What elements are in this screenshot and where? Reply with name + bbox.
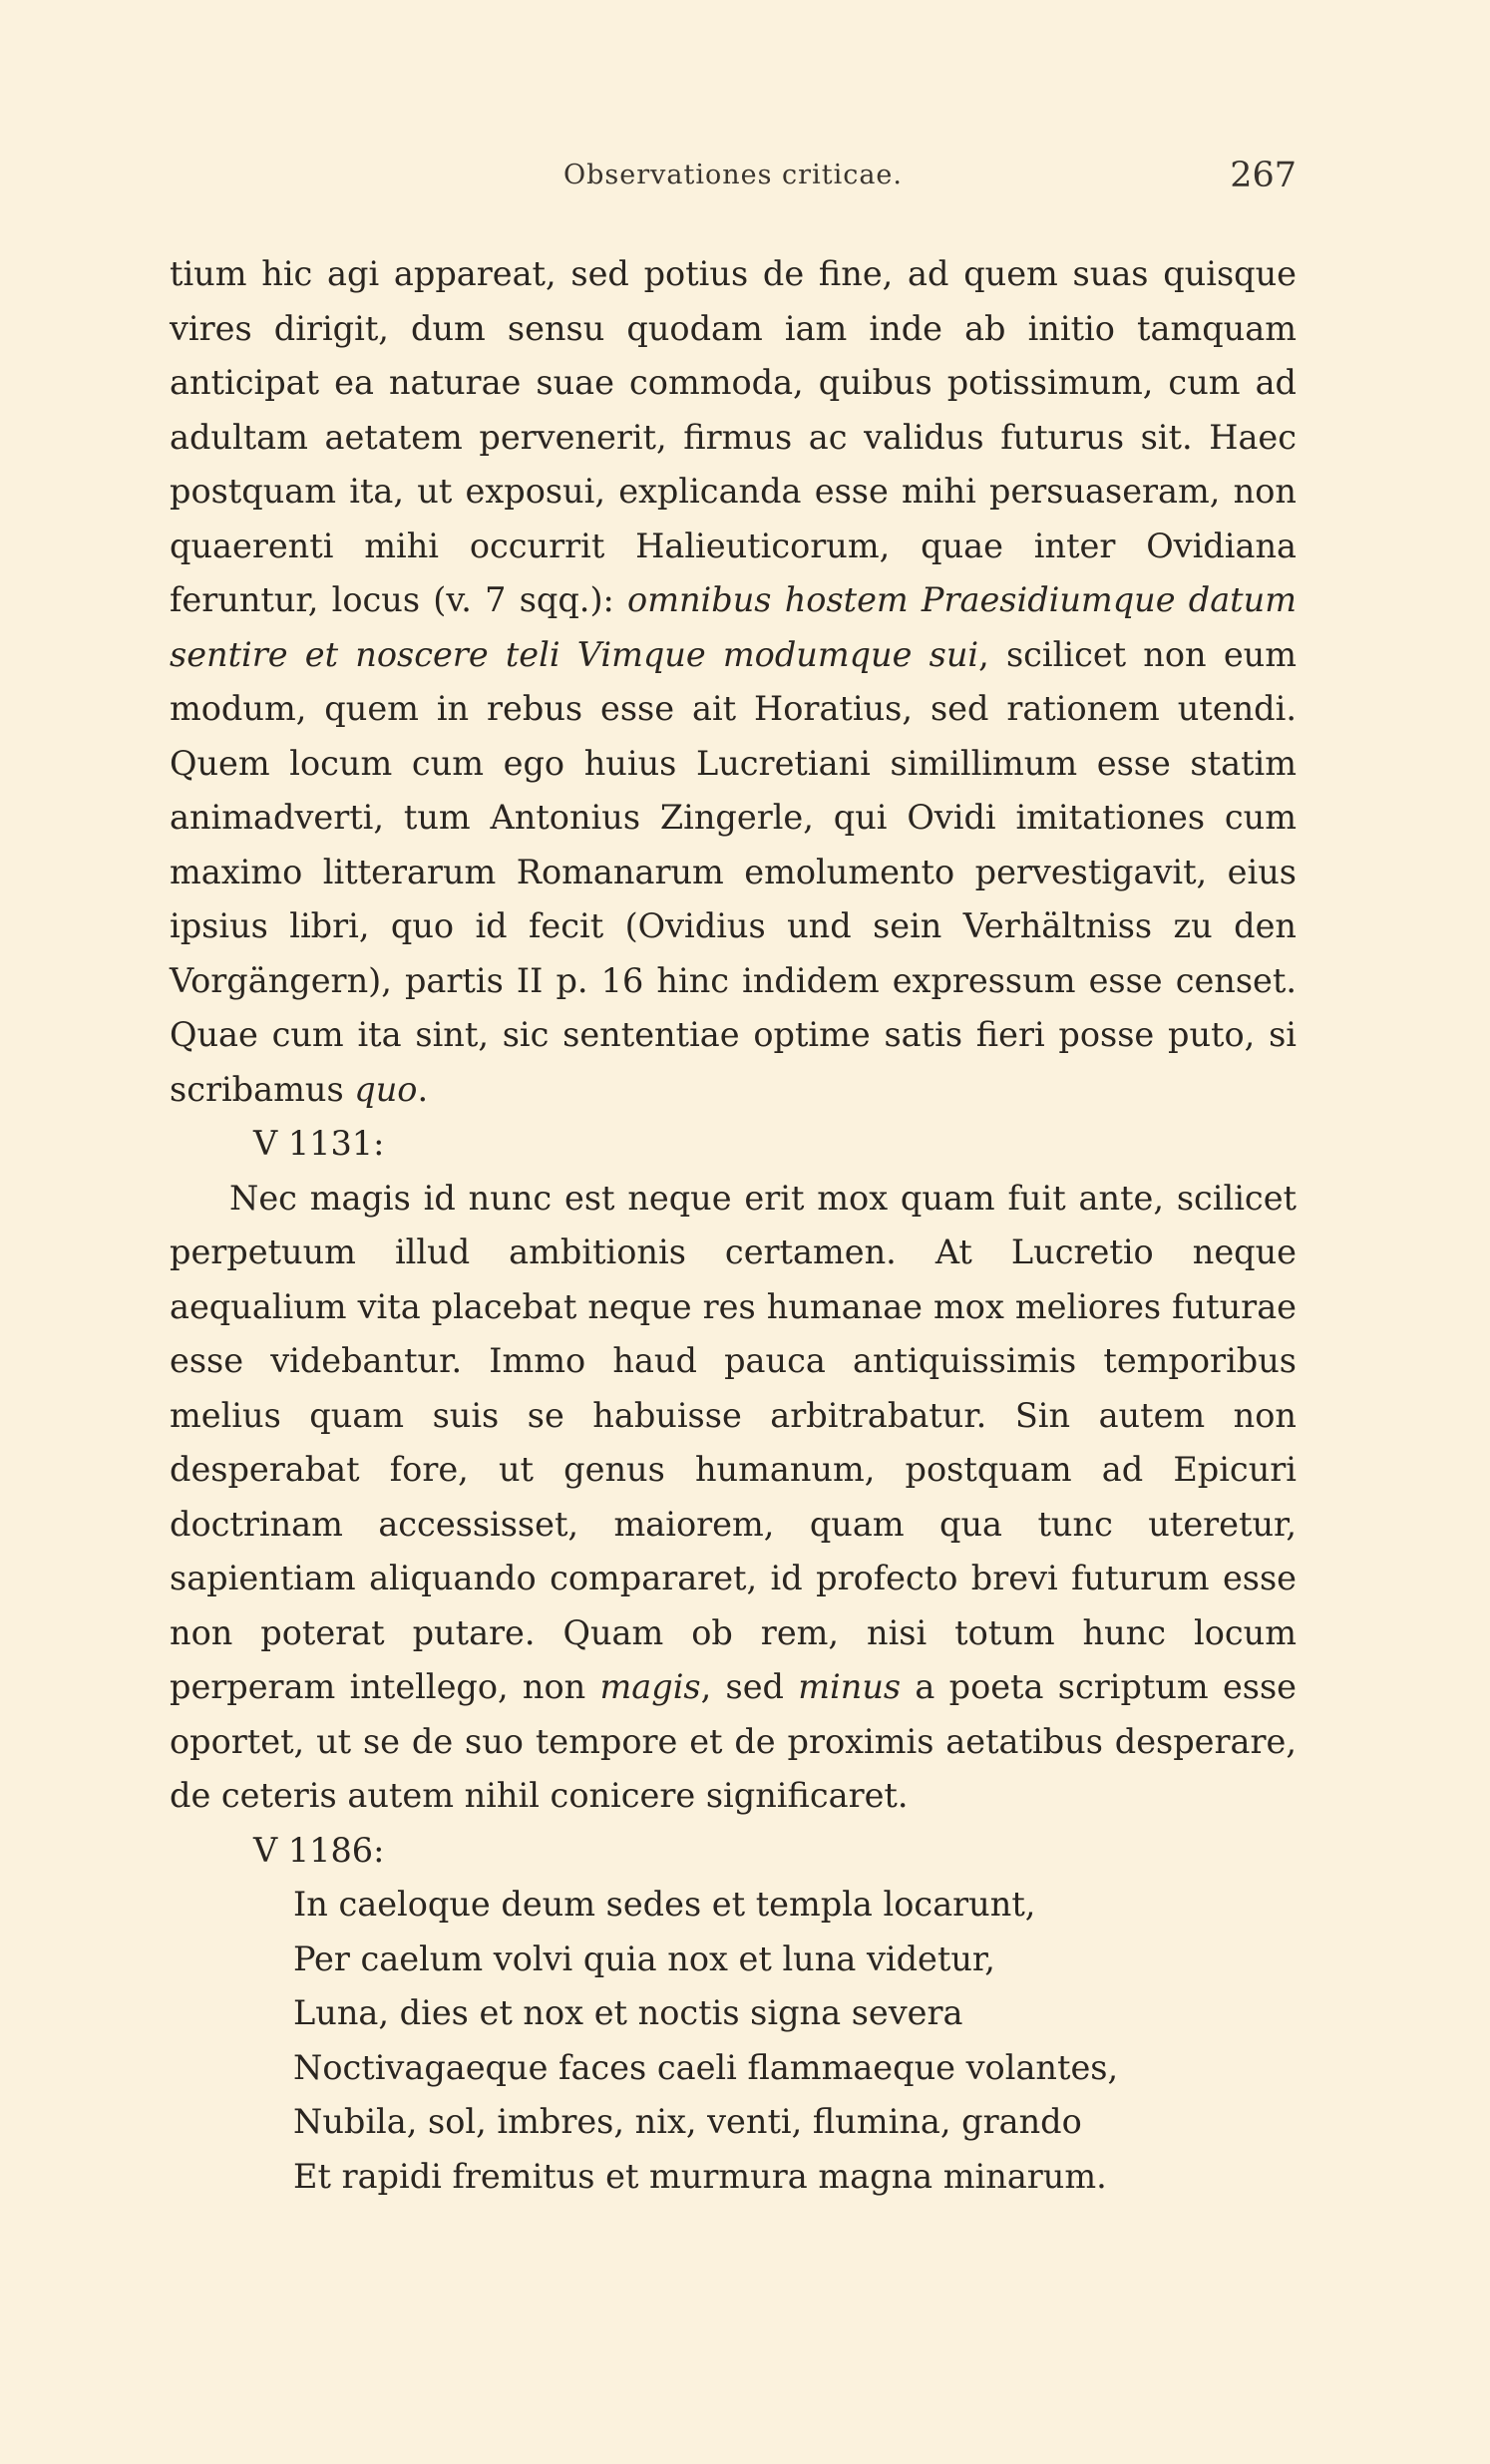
running-title: Observationes criticae. [563, 160, 903, 190]
italic-word: magis [599, 1667, 701, 1706]
verse-line: Per caelum volvi quia nox et luna videtur, [293, 1938, 995, 1978]
verse-line: Et rapidi fremitus et murmura magna minarum. [293, 2156, 1107, 2196]
verse-line: Nubila, sol, imbres, nix, venti, flumina, grando [293, 2102, 1082, 2141]
italic-word: quo [354, 1069, 418, 1109]
paragraph-text: , scilicet non eum modum, quem in rebus esse ait Horatius, sed rationem utendi. Quem locum cum ego huius Lucretiani simillimum esse statim animadverti, tum Antonius Zingerle, qui Ovidi imitationes cum maximo litterarum Romanarum emolumento pervestigavit, eius ipsius libri, quo id fecit (Ovidius und sein Verhältniss zu den Vorgängern), partis II p. 16 hinc indidem expressum esse censet. Quae cum ita sint, sic sententiae optime satis fieri posse puto, si scribamus [170, 634, 1297, 1109]
italic-quotation: omnibus hostem Praesidiumque datum sentire et noscere teli Vimque modumque sui [170, 580, 1297, 674]
verse-reference-1186: V 1186: [253, 1830, 385, 1870]
page-header [170, 156, 1297, 205]
verse-quotation [170, 1878, 1297, 2204]
page-number: 267 [1230, 156, 1297, 195]
paragraph-text: , sed [700, 1667, 799, 1706]
italic-word: minus [798, 1667, 902, 1706]
paragraph-text: tium hic agi appareat, sed potius de fine, ad quem suas quisque vires dirigit, dum sensu quodam iam inde ab initio tamquam anticipat ea naturae suae commoda, quibus potissimum, cum ad adultam aetatem pervenerit, firmus ac validus futurus sit. Haec postquam ita, ut exposui, explicanda esse mihi persuaseram, non quaerenti mihi occurrit Halieuticorum, quae inter Ovidiana feruntur, locus (v. 7 sqq.): [170, 254, 1297, 619]
body-text [170, 247, 1297, 2204]
verse-line: Luna, dies et nox et noctis signa severa [293, 1993, 963, 2032]
paragraph-text: . [417, 1069, 429, 1109]
paragraph-text: a poeta scriptum esse oportet, ut se de suo tempore et de proximis aetatibus desperare, de ceteris autem nihil conicere significaret. [170, 1667, 1297, 1815]
verse-line: Noctivagaeque faces caeli flammaeque volantes, [293, 2047, 1119, 2087]
paragraph-commentary [170, 1172, 1297, 1824]
paragraph-text: Nec magis id nunc est neque erit mox quam fuit ante, scilicet perpetuum illud ambitionis certamen. At Lucretio neque aequalium vita placebat neque res humanae mox meliores futurae esse videbantur. Immo haud pauca antiquissimis temporibus melius quam suis se habuisse arbitrabatur. Sin autem non desperabat fore, ut genus humanum, postquam ad Epicuri doctrinam accessisset, maiorem, quam qua tunc uteretur, sapientiam aliquando compararet, id profecto brevi futurum esse non poterat putare. Quam ob rem, nisi totum hunc locum perperam intellego, non [170, 1178, 1297, 1706]
verse-reference-1131: V 1131: [253, 1124, 385, 1163]
verse-line: In caeloque deum sedes et templa locarunt, [293, 1885, 1036, 1924]
paragraph-halieutica [170, 247, 1297, 1117]
